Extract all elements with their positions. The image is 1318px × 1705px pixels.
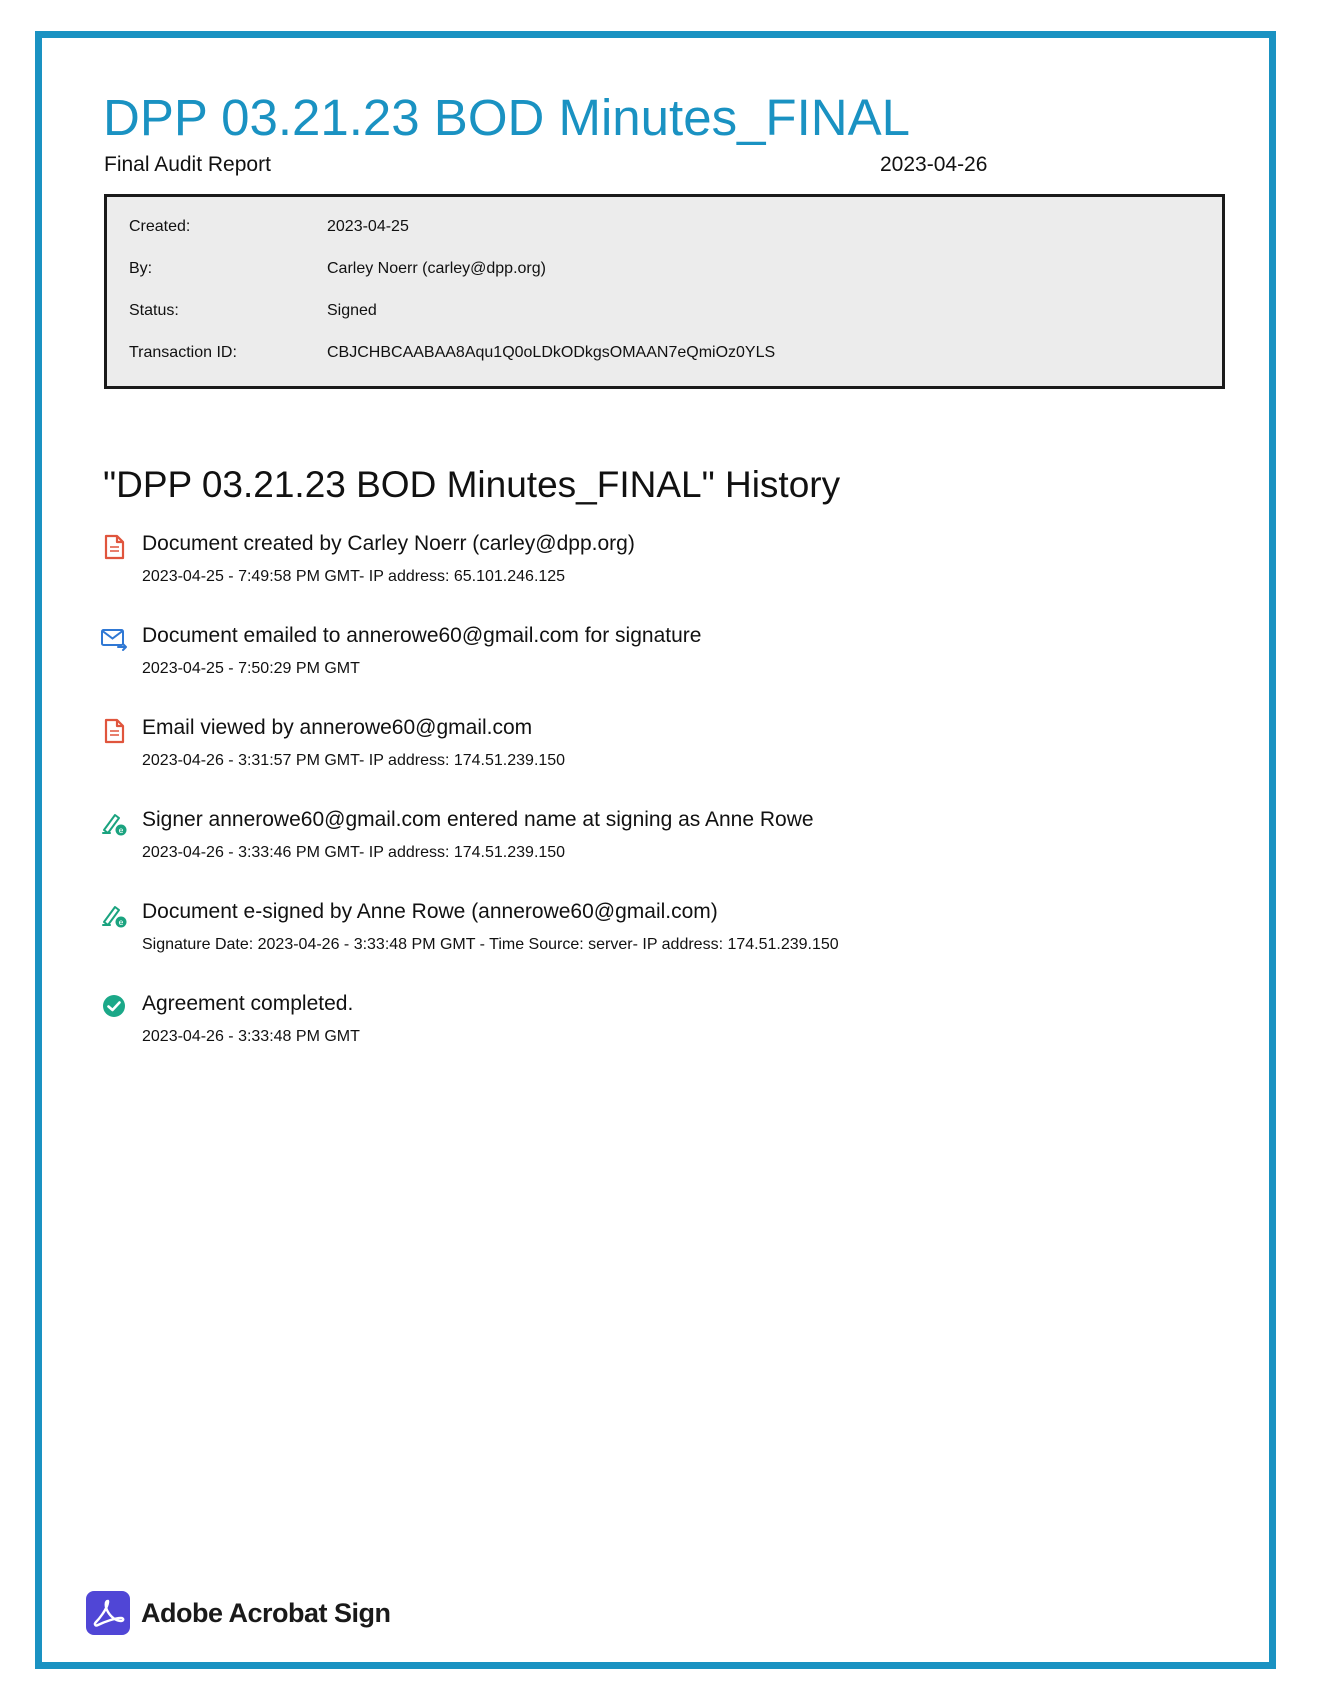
pen-sign-icon	[100, 809, 128, 837]
event-detail: 2023-04-26 - 3:33:46 PM GMT- IP address: 174.51.239.150	[142, 844, 566, 861]
summary-label: Status:	[129, 302, 179, 319]
history-event-created	[100, 531, 1200, 601]
report-date: 2023-04-26	[880, 153, 988, 176]
summary-value: Carley Noerr (carley@dpp.org)	[327, 260, 546, 277]
adobe-acrobat-logo-icon	[86, 1591, 130, 1635]
event-detail: Signature Date: 2023-04-26 - 3:33:48 PM GMT - Time Source: server- IP address: 174.51.239.150	[142, 936, 839, 953]
brand-name: Adobe Acrobat Sign	[141, 1598, 391, 1628]
svg-text:e: e	[118, 918, 124, 927]
summary-label: Created:	[129, 218, 191, 235]
history-event-completed	[100, 991, 1200, 1061]
footer-brand	[86, 1591, 446, 1635]
event-text: Email viewed by annerowe60@gmail.com	[142, 716, 533, 739]
summary-label: Transaction ID:	[129, 344, 237, 361]
history-event-emailed	[100, 623, 1200, 693]
history-event-e-signed	[100, 899, 1200, 969]
history-title: "DPP 03.21.23 BOD Minutes_FINAL" History	[103, 464, 841, 505]
event-detail: 2023-04-26 - 3:33:48 PM GMT	[142, 1028, 360, 1045]
document-title: DPP 03.21.23 BOD Minutes_FINAL	[103, 89, 910, 146]
svg-text:e: e	[118, 826, 124, 835]
history-event-name-entered	[100, 807, 1200, 877]
email-send-icon	[100, 625, 128, 653]
pen-sign-icon	[100, 901, 128, 929]
event-text: Document created by Carley Noerr (carley@dpp.org)	[142, 532, 635, 555]
summary-value: Signed	[327, 302, 377, 319]
document-icon	[100, 717, 128, 745]
summary-box	[104, 194, 1225, 389]
summary-value: CBJCHBCAABAA8Aqu1Q0oLDkODkgsOMAAN7eQmiOz0YLS	[327, 344, 776, 361]
event-detail: 2023-04-25 - 7:49:58 PM GMT- IP address: 65.101.246.125	[142, 568, 566, 585]
document-icon	[100, 533, 128, 561]
event-text: Signer annerowe60@gmail.com entered name at signing as Anne Rowe	[142, 808, 814, 831]
history-event-viewed	[100, 715, 1200, 785]
summary-label: By:	[129, 260, 153, 277]
event-text: Agreement completed.	[142, 992, 354, 1015]
summary-value: 2023-04-25	[327, 218, 409, 235]
check-circle-icon	[100, 993, 128, 1021]
event-detail: 2023-04-26 - 3:31:57 PM GMT- IP address: 174.51.239.150	[142, 752, 566, 769]
report-subtitle: Final Audit Report	[104, 153, 271, 176]
event-text: Document emailed to annerowe60@gmail.com for signature	[142, 624, 702, 647]
event-detail: 2023-04-25 - 7:50:29 PM GMT	[142, 660, 360, 677]
event-text: Document e-signed by Anne Rowe (annerowe60@gmail.com)	[142, 900, 718, 923]
